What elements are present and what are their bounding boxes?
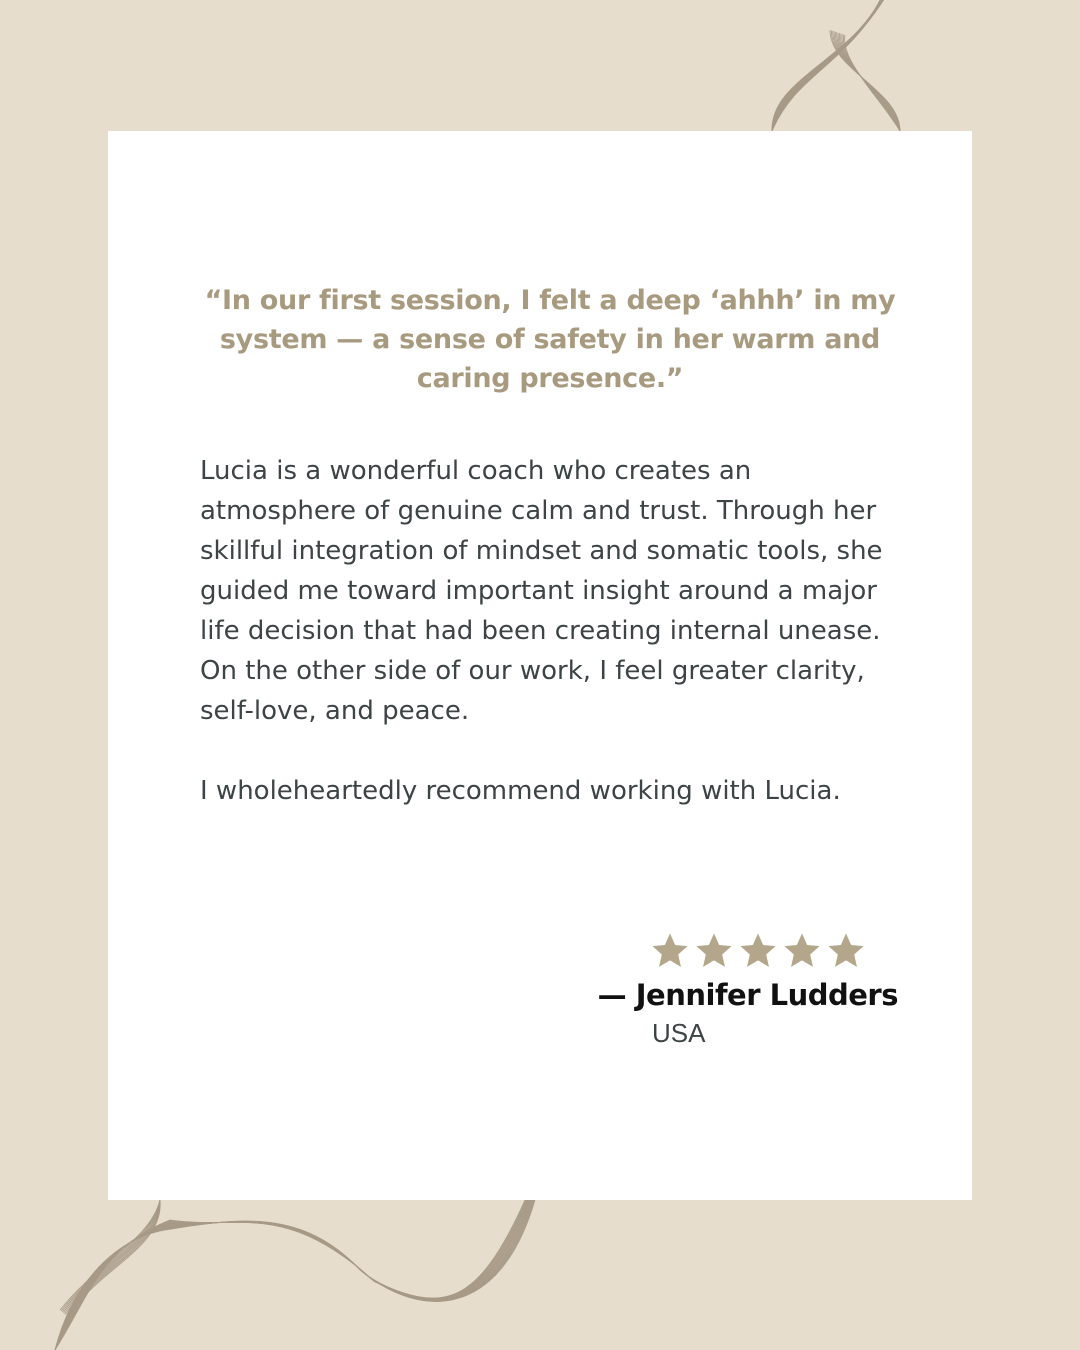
wave-line bbox=[772, 0, 951, 131]
wave-line bbox=[55, 1200, 531, 1350]
wave-line bbox=[772, 0, 952, 131]
wave-line bbox=[55, 1200, 533, 1350]
wave-line bbox=[838, 33, 900, 131]
wave-line bbox=[839, 33, 900, 131]
wave-line bbox=[55, 1200, 531, 1350]
wave-line bbox=[55, 1200, 526, 1350]
wave-line bbox=[843, 35, 900, 131]
wave-line bbox=[842, 34, 900, 131]
wave-line bbox=[55, 1200, 533, 1350]
testimonial-card bbox=[108, 131, 972, 1200]
wave-line bbox=[70, 1200, 160, 1318]
wave-line bbox=[55, 1200, 534, 1350]
star-icon bbox=[738, 931, 778, 971]
wave-line bbox=[845, 35, 900, 131]
wave-line bbox=[834, 31, 900, 131]
reviewer-location: USA bbox=[652, 1018, 706, 1048]
wave-line bbox=[55, 1200, 527, 1350]
wave-line bbox=[772, 0, 952, 131]
wave-line bbox=[841, 34, 900, 131]
wave-line bbox=[60, 1200, 160, 1310]
wave-line bbox=[64, 1200, 160, 1314]
wave-line bbox=[837, 32, 900, 131]
testimonial-paragraph: On the other side of our work, I feel greater clarity, self-love, and peace. bbox=[200, 656, 865, 726]
wave-line bbox=[772, 0, 951, 131]
wave-line bbox=[831, 30, 900, 131]
wave-line bbox=[55, 1200, 532, 1350]
wave-line bbox=[772, 0, 954, 131]
wave-line bbox=[55, 1200, 535, 1350]
wave-line bbox=[772, 0, 951, 131]
wave-line bbox=[55, 1200, 526, 1350]
testimonial-body bbox=[200, 451, 912, 811]
wave-line bbox=[55, 1200, 529, 1350]
wave-line bbox=[61, 1200, 160, 1311]
wave-line bbox=[772, 0, 951, 131]
star-icon bbox=[826, 931, 866, 971]
testimonial-quote: “In our first session, I felt a deep ‘ahhh’ in my system — a sense of safety in her warm and caring presence.” bbox=[204, 285, 896, 394]
wave-line bbox=[55, 1200, 528, 1350]
wave-line bbox=[772, 0, 951, 131]
testimonial-paragraph: Lucia is a wonderful coach who creates an atmosphere of genuine calm and trust. Through her skillful integration of mindset and somatic tools, she guided me toward important insight around a major life decision that had been creating internal unease. bbox=[200, 456, 883, 646]
testimonial-paragraph: I wholeheartedly recommend working with Lucia. bbox=[200, 776, 841, 806]
reviewer-name: — Jennifer Ludders bbox=[597, 978, 898, 1012]
wave-line bbox=[772, 0, 955, 131]
wave-line bbox=[55, 1200, 534, 1350]
wave-line bbox=[62, 1200, 160, 1312]
wave-line bbox=[55, 1200, 527, 1350]
wave-line bbox=[63, 1200, 160, 1313]
wave-line bbox=[772, 0, 953, 131]
wave-line bbox=[67, 1200, 160, 1315]
wave-line bbox=[833, 31, 900, 131]
wave-line bbox=[835, 32, 900, 131]
wave-line bbox=[55, 1200, 530, 1350]
wave-line bbox=[830, 30, 900, 131]
wave-line bbox=[55, 1200, 530, 1350]
wave-line bbox=[69, 1200, 160, 1317]
star-icon bbox=[782, 931, 822, 971]
wave-line bbox=[772, 0, 953, 131]
wave-line bbox=[772, 0, 954, 131]
wave-line bbox=[772, 0, 954, 131]
star-icon bbox=[694, 931, 734, 971]
wave-line bbox=[66, 1200, 160, 1314]
wave-line bbox=[68, 1200, 160, 1316]
wave-line bbox=[55, 1200, 529, 1350]
wave-line bbox=[55, 1200, 525, 1350]
wave-line bbox=[772, 0, 953, 131]
wave-line bbox=[772, 0, 952, 131]
star-rating bbox=[650, 931, 866, 971]
wave-line bbox=[772, 0, 955, 131]
star-icon bbox=[650, 931, 690, 971]
